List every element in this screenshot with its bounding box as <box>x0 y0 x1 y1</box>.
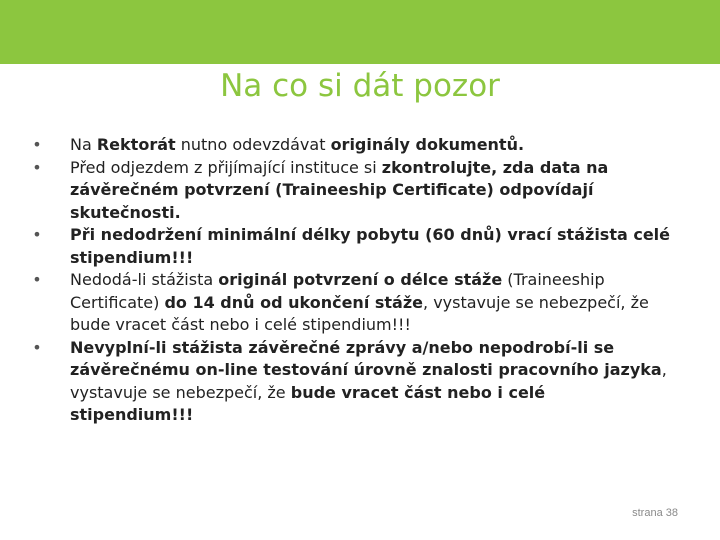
text-segment-bold: Rektorát <box>96 135 176 154</box>
bullet-text <box>70 135 524 154</box>
text-segment-bold: Při nedodržení minimální délky pobytu (60 dnů) vrací stážista celé stipendium!!! <box>70 225 671 267</box>
bullet-text <box>70 270 649 334</box>
bullet-marker: • <box>32 270 42 289</box>
text-segment: , vystavuje se nebezpečí, že <box>70 360 667 402</box>
text-segment: Nedodá-li stážista <box>70 270 219 289</box>
bullet-item <box>30 269 670 337</box>
text-segment-bold: Nevyplní-li stážista závěrečné zprávy a/nebo nepodrobí-li se závěrečnému on-line testování úrovně znalosti pracovního jazyka <box>70 337 662 379</box>
slide-title: Na co si dát pozor <box>220 68 500 104</box>
bullet-marker: • <box>32 225 42 244</box>
text-segment: (Traineeship Certificate) <box>70 270 605 312</box>
bullet-marker: • <box>32 135 42 154</box>
text-segment: Před odjezdem z přijímající instituce si <box>70 157 382 177</box>
bullet-item <box>30 157 670 225</box>
text-segment: Na <box>70 135 97 154</box>
page-number: strana 38 <box>632 507 678 519</box>
text-segment-bold: do 14 dnů od ukončení stáže <box>164 292 424 312</box>
text-segment: , vystavuje se nebezpečí, že bude vracet část nebo i celé stipendium!!! <box>70 292 649 334</box>
text-segment-bold: originál potvrzení o délce stáže <box>218 270 503 289</box>
bullet-list <box>30 134 670 427</box>
header-bar <box>0 0 720 64</box>
bullet-marker: • <box>32 157 42 177</box>
text-segment-bold: zkontrolujte, zda data na závěrečném potvrzení (Traineeship Certificate) odpovídají skutečnosti. <box>70 157 609 222</box>
bullet-marker: • <box>32 337 42 357</box>
bullet-text <box>70 338 667 425</box>
text-segment-bold: bude vracet část nebo i celé stipendium!!! <box>70 382 546 424</box>
bullet-text <box>70 158 608 222</box>
bullet-item <box>30 337 670 427</box>
text-segment-bold: originály dokumentů. <box>330 135 525 154</box>
bullet-item <box>30 134 670 157</box>
text-segment: nutno odevzdávat <box>175 135 331 154</box>
bullet-item <box>30 224 670 269</box>
bullet-text <box>70 225 670 267</box>
